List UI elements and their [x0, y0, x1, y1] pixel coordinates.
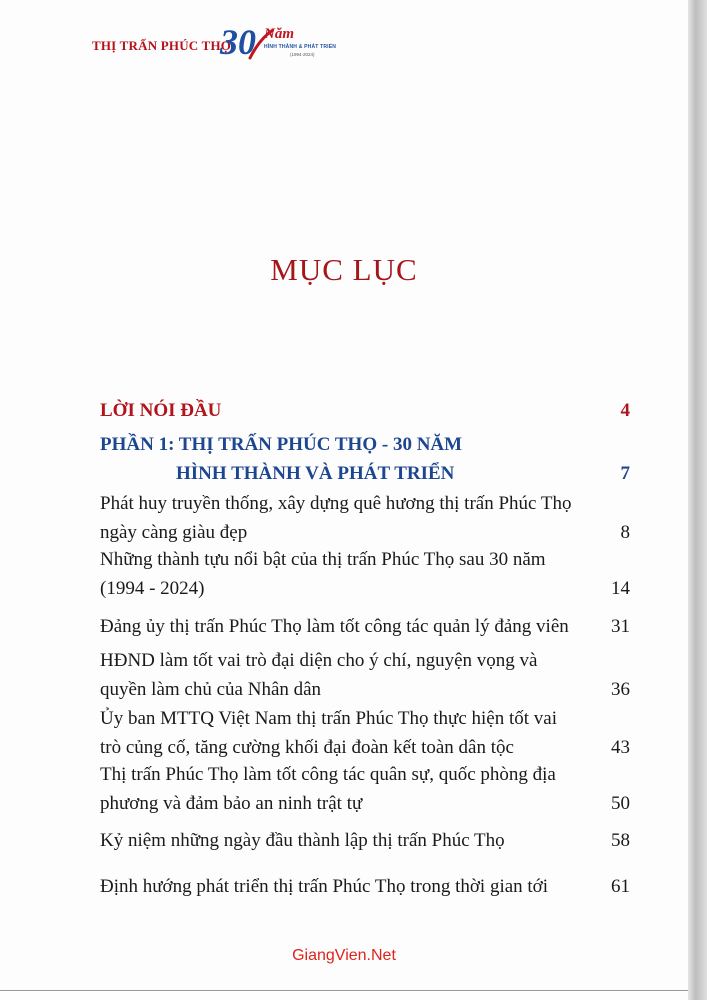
toc-entry-page: 50: [611, 793, 630, 814]
toc-entry-page: 14: [611, 578, 630, 599]
toc-entry-title: Kỷ niệm những ngày đầu thành lập thị trấn Phúc Thọ: [100, 830, 505, 851]
toc-entry-title-line-1: Ủy ban MTTQ Việt Nam thị trấn Phúc Thọ thực hiện tốt vai: [100, 708, 557, 729]
toc-entry-page: 43: [611, 737, 630, 758]
toc-entry-title-line-1: HĐND làm tốt vai trò đại diện cho ý chí, nguyện vọng và: [100, 650, 538, 671]
running-header-title: THỊ TRẤN PHÚC THỌ: [92, 38, 232, 53]
toc-entry-title-line-2: phương và đảm bảo an ninh trật tự: [100, 793, 363, 814]
logo-subtitle: HÌNH THÀNH & PHÁT TRIỂN: [264, 44, 337, 50]
page-bottom-edge: [0, 990, 688, 991]
scan-edge: [688, 0, 707, 1000]
logo-word: Năm: [264, 26, 294, 42]
logo-number: 30: [220, 22, 256, 62]
toc-entry-title-line-2: quyền làm chủ của Nhân dân: [100, 679, 322, 700]
toc-entry-title-line-2: trò củng cố, tăng cường khối đại đoàn kết toàn dân tộc: [100, 737, 514, 758]
toc-entry-title-line-1: Những thành tựu nổi bật của thị trấn Phúc Thọ sau 30 năm: [100, 549, 546, 570]
toc-entry-page: 4: [620, 400, 630, 421]
toc-entry-title-line-1: PHẦN 1: THỊ TRẤN PHÚC THỌ - 30 NĂM: [100, 434, 463, 455]
toc-entry-page: 61: [611, 876, 630, 897]
toc-entry-title-line-2: (1994 - 2024): [100, 578, 205, 599]
toc-entry-page: 36: [611, 679, 630, 700]
anniversary-logo: [220, 22, 340, 68]
toc-entry-title-line-1: Thị trấn Phúc Thọ làm tốt công tác quân sự, quốc phòng địa: [100, 764, 556, 785]
page-title: MỤC LỤC: [270, 252, 418, 287]
toc-entry-page: 8: [620, 522, 630, 543]
toc-entry-title: Đảng ủy thị trấn Phúc Thọ làm tốt công tác quản lý đảng viên: [100, 616, 569, 637]
toc-entry-title-line-2: HÌNH THÀNH VÀ PHÁT TRIỂN: [176, 463, 455, 484]
logo-years: (1994-2024): [290, 52, 315, 57]
toc-entry-page: 7: [620, 463, 630, 484]
toc-entry-title-line-2: ngày càng giàu đẹp: [100, 522, 248, 543]
toc-entry-title: Định hướng phát triển thị trấn Phúc Thọ trong thời gian tới: [100, 876, 549, 897]
toc-entry-page: 58: [611, 830, 630, 851]
toc-entry-page: 31: [611, 616, 630, 637]
watermark-link[interactable]: GiangVien.Net: [292, 947, 396, 964]
toc-entry-title: LỜI NÓI ĐẦU: [100, 400, 222, 421]
toc-entry-title-line-1: Phát huy truyền thống, xây dựng quê hương thị trấn Phúc Thọ: [100, 493, 572, 514]
